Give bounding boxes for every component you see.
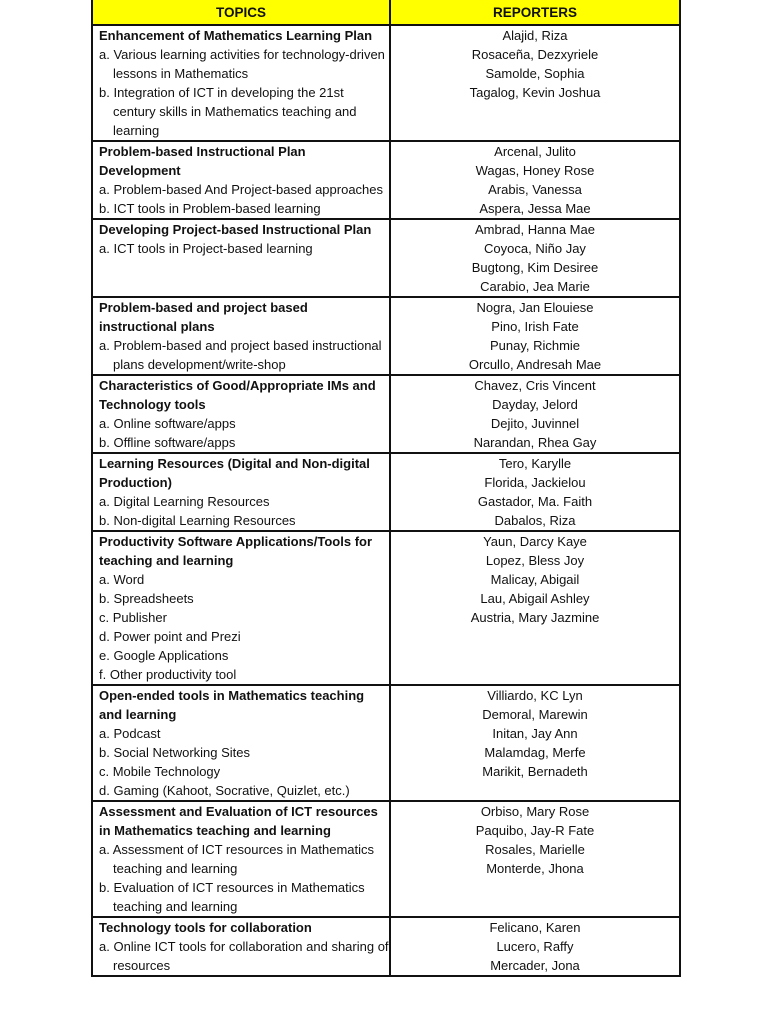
subtopic-item: a. Problem-based And Project-based approaches <box>99 182 384 197</box>
table-row <box>93 219 679 297</box>
reporters-cell <box>390 531 679 685</box>
topic-title: Learning Resources (Digital and Non-digital Production) <box>99 456 370 490</box>
topic-cell <box>93 141 390 219</box>
reporter-name: Lucero, Raffy <box>496 939 574 954</box>
reporter-name: Florida, Jackielou <box>484 475 586 490</box>
reporter-name: Yaun, Darcy Kaye <box>483 534 587 549</box>
table-row <box>93 531 679 685</box>
table-row <box>93 453 679 531</box>
reporter-name: Malicay, Abigail <box>490 572 580 587</box>
topic-cell <box>93 801 390 917</box>
subtopic-item: d. Gaming (Kahoot, Socrative, Quizlet, etc.) <box>99 783 350 798</box>
table-row <box>93 297 679 375</box>
reporter-name: Pino, Irish Fate <box>491 319 579 334</box>
reporter-name: Villiardo, KC Lyn <box>487 688 583 703</box>
topic-title: Assessment and Evaluation of ICT resources in Mathematics teaching and learning <box>99 804 378 838</box>
reporters-cell <box>390 375 679 453</box>
topic-cell <box>93 25 390 141</box>
reporter-name: Narandan, Rhea Gay <box>473 435 597 450</box>
subtopic-item: a. Online software/apps <box>99 416 236 431</box>
reporters-cell <box>390 141 679 219</box>
subtopic-item: a. Problem-based and project based instructional plans development/write-shop <box>99 338 382 372</box>
reporter-name: Austria, Mary Jazmine <box>470 610 600 625</box>
reporter-name: Gastador, Ma. Faith <box>477 494 593 509</box>
subtopic-item: b. Evaluation of ICT resources in Mathematics teaching and learning <box>99 880 365 914</box>
reporter-name: Chavez, Cris Vincent <box>474 378 596 393</box>
topic-title: Open-ended tools in Mathematics teaching and learning <box>99 688 365 722</box>
reporters-cell <box>390 219 679 297</box>
subtopic-item: a. Various learning activities for technology-driven lessons in Mathematics <box>99 47 385 81</box>
subtopic-item: a. ICT tools in Project-based learning <box>99 241 313 256</box>
reporter-name: Lau, Abigail Ashley <box>480 591 590 606</box>
table-row <box>93 141 679 219</box>
reporters-cell <box>390 685 679 801</box>
reporter-name: Malamdag, Merfe <box>484 745 586 760</box>
table-row <box>93 685 679 801</box>
topic-cell <box>93 219 390 297</box>
topics-reporters-sheet <box>91 0 681 977</box>
reporter-name: Carabio, Jea Marie <box>480 279 590 294</box>
reporter-name: Tero, Karylle <box>498 456 572 471</box>
subtopic-item: b. Spreadsheets <box>99 591 194 606</box>
subtopic-item: e. Google Applications <box>99 648 229 663</box>
reporter-name: Marikit, Bernadeth <box>482 764 588 779</box>
reporter-name: Ambrad, Hanna Mae <box>475 222 595 237</box>
reporter-name: Arabis, Vanessa <box>488 182 582 197</box>
topic-cell <box>93 917 390 976</box>
subtopic-item: b. Offline software/apps <box>99 435 236 450</box>
reporter-name: Dabalos, Riza <box>494 513 576 528</box>
table-row <box>93 917 679 976</box>
topic-cell <box>93 685 390 801</box>
header-row <box>93 0 679 25</box>
table-row <box>93 25 679 141</box>
topic-title: Problem-based Instructional Plan Development <box>99 144 306 178</box>
subtopic-item: b. ICT tools in Problem-based learning <box>99 201 321 216</box>
subtopic-item: b. Non-digital Learning Resources <box>99 513 296 528</box>
reporter-name: Demoral, Marewin <box>482 707 588 722</box>
reporter-name: Alajid, Riza <box>502 28 568 43</box>
reporter-name: Mercader, Jona <box>490 958 580 973</box>
topic-cell <box>93 297 390 375</box>
reporter-name: Lopez, Bless Joy <box>485 553 585 568</box>
reporter-name: Punay, Richmie <box>489 338 581 353</box>
subtopic-item: a. Online ICT tools for collaboration and sharing of resources <box>99 939 389 973</box>
reporter-name: Bugtong, Kim Desiree <box>471 260 599 275</box>
reporter-name: Rosaceña, Dezxyriele <box>471 47 599 62</box>
reporter-name: Felicano, Karen <box>489 920 581 935</box>
subtopic-item: a. Podcast <box>99 726 161 741</box>
topic-title: Characteristics of Good/Appropriate IMs and Technology tools <box>99 378 376 412</box>
topic-cell <box>93 453 390 531</box>
reporter-name: Coyoca, Niño Jay <box>484 241 586 256</box>
topic-cell <box>93 375 390 453</box>
reporter-name: Tagalog, Kevin Joshua <box>469 85 601 100</box>
subtopic-item: c. Publisher <box>99 610 167 625</box>
reporters-cell <box>390 801 679 917</box>
subtopic-item: d. Power point and Prezi <box>99 629 241 644</box>
subtopic-item: c. Mobile Technology <box>99 764 221 779</box>
topic-title: Enhancement of Mathematics Learning Plan <box>99 28 373 43</box>
table-body <box>93 25 679 976</box>
topic-title: Developing Project-based Instructional Plan <box>99 222 372 237</box>
topics-table <box>93 0 679 977</box>
topics-header: TOPICS <box>93 0 390 25</box>
reporter-name: Aspera, Jessa Mae <box>479 201 591 216</box>
subtopic-item: b. Social Networking Sites <box>99 745 251 760</box>
topic-cell <box>93 531 390 685</box>
reporter-name: Rosales, Marielle <box>485 842 585 857</box>
reporter-name: Orbiso, Mary Rose <box>480 804 590 819</box>
reporters-cell <box>390 25 679 141</box>
reporter-name: Nogra, Jan Elouiese <box>476 300 594 315</box>
reporter-name: Monterde, Jhona <box>486 861 584 876</box>
table-row <box>93 375 679 453</box>
reporters-cell <box>390 917 679 976</box>
reporters-cell <box>390 297 679 375</box>
topic-title: Problem-based and project based instructional plans <box>99 300 308 334</box>
subtopic-item: b. Integration of ICT in developing the 21st century skills in Mathematics teaching and learning <box>99 85 357 138</box>
table-row <box>93 801 679 917</box>
reporter-name: Arcenal, Julito <box>494 144 576 159</box>
subtopic-item: f. Other productivity tool <box>99 667 237 682</box>
reporter-name: Dayday, Jelord <box>492 397 578 412</box>
topic-title: Productivity Software Applications/Tools for teaching and learning <box>99 534 373 568</box>
subtopic-item: a. Word <box>99 572 145 587</box>
reporter-name: Orcullo, Andresah Mae <box>468 357 602 372</box>
subtopic-item: a. Assessment of ICT resources in Mathematics teaching and learning <box>99 842 375 876</box>
reporter-name: Initan, Jay Ann <box>492 726 578 741</box>
reporter-name: Dejito, Juvinnel <box>490 416 580 431</box>
reporters-cell <box>390 453 679 531</box>
reporters-header: REPORTERS <box>390 0 679 25</box>
subtopic-item: a. Digital Learning Resources <box>99 494 270 509</box>
reporter-name: Wagas, Honey Rose <box>475 163 595 178</box>
reporter-name: Samolde, Sophia <box>485 66 585 81</box>
reporter-name: Paquibo, Jay-R Fate <box>475 823 595 838</box>
topic-title: Technology tools for collaboration <box>99 920 312 935</box>
